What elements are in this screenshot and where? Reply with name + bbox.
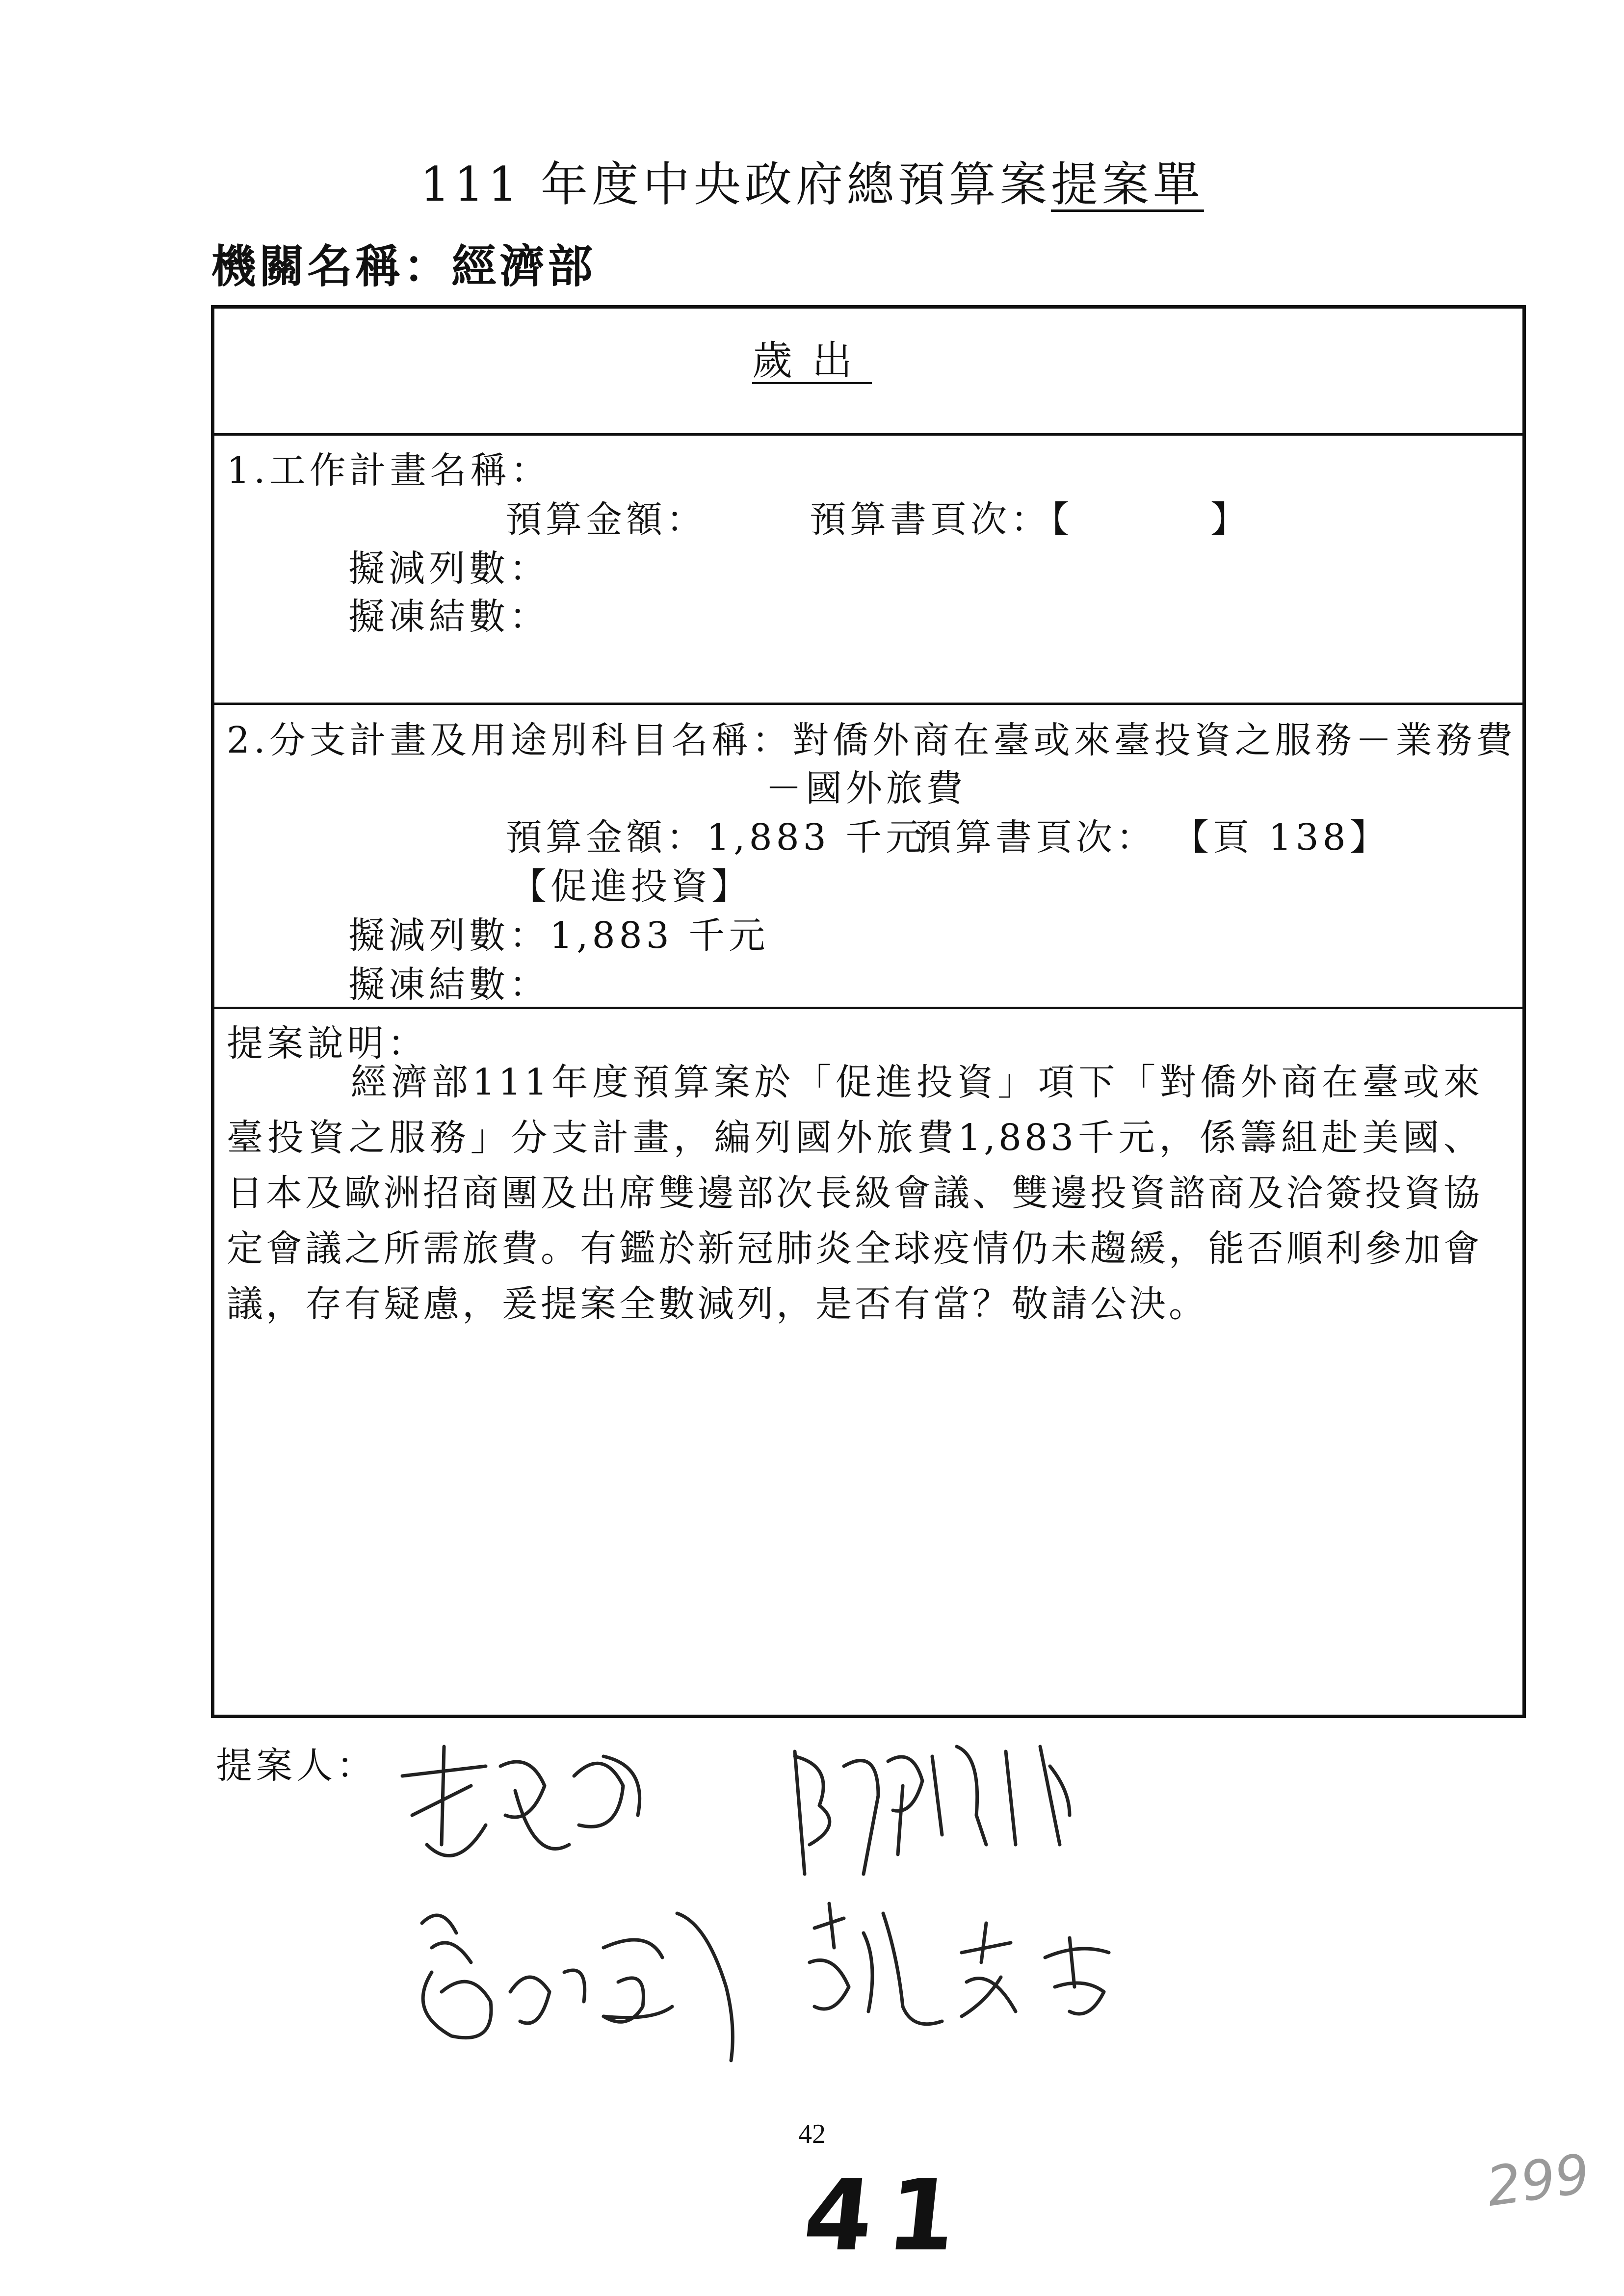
handwritten-page-number: 41 — [798, 2159, 977, 2273]
section2-budget-page-label: 預算書頁次： — [915, 816, 1156, 859]
explanation-body: 經濟部111年度預算案於「促進投資」項下「對僑外商在臺或來臺投資之服務」分支計畫，編列國外旅費1,883千元，係籌組赴美國、日本及歐洲招商團及出席雙邊部次長級會議、雙邊投資諮商及洽簽投資協定會議之所需旅費。有鑑於新冠肺炎全球疫情仍未趨緩，能否順利參加會議，存有疑慮，爰提案全數減列，是否有當？敬請公決。 — [227, 1061, 1483, 1325]
section2-heading: 2.分支計畫及用途別科目名稱：對僑外商在臺或來臺投資之服務－業務費 — [227, 719, 1517, 761]
section1-proposed-cut: 擬減列數： — [348, 548, 550, 590]
stamp-number: 299 — [1483, 2142, 1594, 2218]
page-number: 42 — [798, 2119, 826, 2149]
table-header: 歲出 — [752, 338, 872, 384]
section1-budget-amount: 預算金額： — [505, 498, 707, 541]
section1-proposed-freeze: 擬凍結數： — [348, 596, 550, 638]
section1-budget-page: 預算書頁次：【 】 — [810, 498, 1251, 541]
explanation-label: 提案說明： — [227, 1022, 428, 1065]
section2-proposed-cut: 擬減列數：1,883 千元 — [348, 914, 769, 957]
proposer-label: 提案人： — [216, 1745, 377, 1787]
section2-proposed-freeze: 擬凍結數： — [348, 964, 550, 1006]
agency-name: 機關名稱：經濟部 — [211, 240, 596, 293]
title-main: 111 年度中央政府總預算案 — [420, 157, 1051, 212]
section2-heading-cont: －國外旅費 — [765, 767, 967, 809]
section2-budget-page: 【頁 138】 — [1173, 816, 1390, 859]
section1-heading: 1.工作計畫名稱： — [227, 449, 551, 492]
section2-budget-amount: 預算金額：1,883 千元 — [505, 816, 926, 859]
section2-category: 【促進投資】 — [510, 865, 752, 908]
title-underlined: 提案單 — [1050, 157, 1204, 212]
